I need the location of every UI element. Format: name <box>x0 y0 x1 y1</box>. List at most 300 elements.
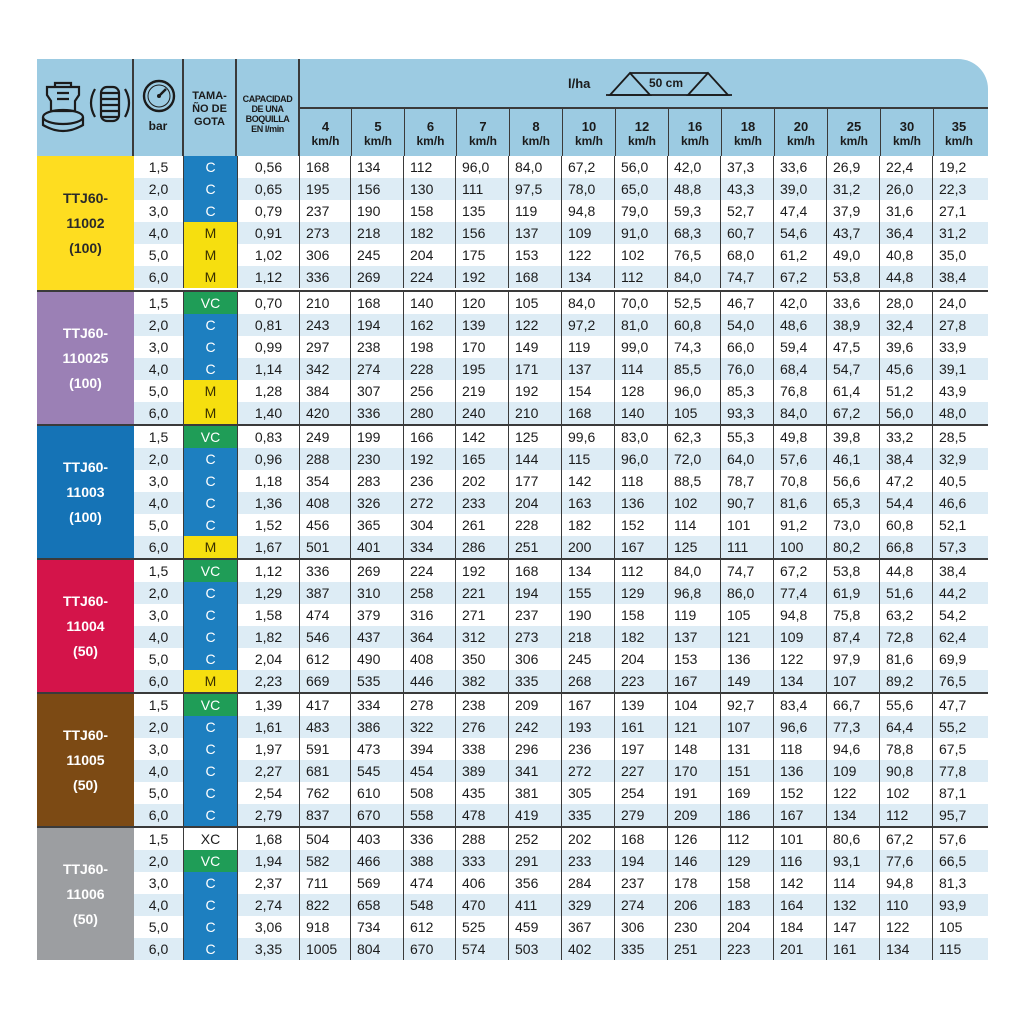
rate-cell: 249 <box>300 426 351 448</box>
rate-cell: 97,9 <box>827 648 880 670</box>
rate-cell: 490 <box>351 648 404 670</box>
rate-cell: 408 <box>404 648 456 670</box>
rate-cell: 272 <box>404 492 456 514</box>
rate-cell: 394 <box>404 738 456 760</box>
rate-cell: 228 <box>509 514 562 536</box>
rate-cell: 46,1 <box>827 448 880 470</box>
rate-cell: 109 <box>774 626 827 648</box>
table-row <box>134 178 988 200</box>
rate-cell: 177 <box>509 470 562 492</box>
rate-cell: 168 <box>300 156 351 178</box>
rate-cell: 168 <box>615 828 668 850</box>
rate-cell: 201 <box>774 938 827 960</box>
capacity-header <box>237 59 300 156</box>
rate-cell: 48,6 <box>774 314 827 336</box>
rate-cell: 153 <box>668 648 721 670</box>
rate-cell: 403 <box>351 828 404 850</box>
capacity-cell: 1,68 <box>237 828 300 850</box>
rate-cell: 304 <box>404 514 456 536</box>
rate-cell: 223 <box>615 670 668 692</box>
pressure-cell: 6,0 <box>134 536 184 558</box>
rate-cell: 47,5 <box>827 336 880 358</box>
nozzle-name2: 11004 <box>66 617 105 634</box>
rate-cell: 256 <box>404 380 456 402</box>
rate-cell: 236 <box>404 470 456 492</box>
rate-cell: 70,8 <box>774 470 827 492</box>
rate-cell: 45,6 <box>880 358 933 380</box>
capacity-line2: DE UNA <box>251 104 284 114</box>
rate-cell: 112 <box>721 828 774 850</box>
rate-cell: 140 <box>404 292 456 314</box>
rate-cell: 112 <box>880 804 933 826</box>
table-row <box>134 426 988 448</box>
rate-cell: 288 <box>456 828 509 850</box>
rate-cell: 251 <box>668 938 721 960</box>
speed-value: 6 <box>426 119 435 134</box>
rate-cell: 459 <box>509 916 562 938</box>
drop-size-cell: C <box>184 156 237 178</box>
capacity-cell: 2,54 <box>237 782 300 804</box>
rate-cell: 273 <box>300 222 351 244</box>
rate-cell: 454 <box>404 760 456 782</box>
rate-cell: 387 <box>300 582 351 604</box>
pressure-cell: 4,0 <box>134 492 184 514</box>
rate-cell: 192 <box>404 448 456 470</box>
speed-value: 5 <box>374 119 382 134</box>
rate-cell: 310 <box>351 582 404 604</box>
bar-label: bar <box>148 119 168 133</box>
nozzle-label <box>37 828 134 960</box>
speed-value: 8 <box>532 119 540 134</box>
speed-value: 12 <box>634 119 650 134</box>
rate-cell: 218 <box>351 222 404 244</box>
table-body <box>37 156 988 960</box>
rate-cell: 104 <box>668 694 721 716</box>
pressure-cell: 4,0 <box>134 626 184 648</box>
rate-cell: 38,9 <box>827 314 880 336</box>
rate-cell: 204 <box>404 244 456 266</box>
rate-cell: 111 <box>456 178 509 200</box>
speed-header <box>615 109 668 156</box>
rate-cell: 130 <box>404 178 456 200</box>
rate-cell: 122 <box>562 244 615 266</box>
capacity-cell: 2,79 <box>237 804 300 826</box>
table-row <box>134 222 988 244</box>
drop-size-cell: VC <box>184 694 237 716</box>
rate-cell: 411 <box>509 894 562 916</box>
rate-cell: 156 <box>456 222 509 244</box>
rate-cell: 268 <box>562 670 615 692</box>
rate-cell: 204 <box>721 916 774 938</box>
rate-cell: 131 <box>721 738 774 760</box>
rate-cell: 56,6 <box>827 470 880 492</box>
speed-unit: km/h <box>944 134 973 148</box>
rate-cell: 93,9 <box>939 897 967 913</box>
rate-cell: 474 <box>300 604 351 626</box>
capacity-cell: 2,74 <box>237 894 300 916</box>
table-row <box>134 582 988 604</box>
rate-cell: 51,2 <box>880 380 933 402</box>
nozzle-name1: TTJ60- <box>62 458 109 475</box>
rate-cell: 72,0 <box>668 448 721 470</box>
capacity-cell: 0,91 <box>237 222 300 244</box>
rate-cell: 437 <box>351 626 404 648</box>
rate-cell: 210 <box>300 292 351 314</box>
pressure-cell: 4,0 <box>134 760 184 782</box>
rate-cell: 417 <box>300 694 351 716</box>
rate-cell: 296 <box>509 738 562 760</box>
rate-cell: 191 <box>668 782 721 804</box>
rate-cell: 168 <box>509 560 562 582</box>
rate-cell: 77,8 <box>939 763 967 779</box>
capacity-cell: 0,83 <box>237 426 300 448</box>
speed-value: 16 <box>687 119 703 134</box>
rate-cell: 364 <box>404 626 456 648</box>
rate-cell: 194 <box>615 850 668 872</box>
rate-cell: 66,7 <box>827 694 880 716</box>
speed-unit: km/h <box>468 134 497 148</box>
rate-cell: 84,0 <box>668 560 721 582</box>
nozzle-group <box>37 826 988 960</box>
nozzle-name3: (100) <box>69 508 102 525</box>
rate-cell: 154 <box>562 380 615 402</box>
rate-cell: 681 <box>300 760 351 782</box>
rate-cell: 419 <box>509 804 562 826</box>
rate-cell: 109 <box>827 760 880 782</box>
rate-cell: 286 <box>456 536 509 558</box>
speed-unit: km/h <box>786 134 815 148</box>
rate-cell: 155 <box>562 582 615 604</box>
pressure-cell: 3,0 <box>134 336 184 358</box>
nozzle-name1: TTJ60- <box>62 189 109 206</box>
rate-cell: 66,0 <box>721 336 774 358</box>
rate-cell: 132 <box>827 894 880 916</box>
rate-cell: 525 <box>456 916 509 938</box>
rate-cell: 59,4 <box>774 336 827 358</box>
table-row <box>134 314 988 336</box>
rate-cell: 335 <box>562 804 615 826</box>
pressure-cell: 1,5 <box>134 156 184 178</box>
rate-cell: 149 <box>509 336 562 358</box>
rate-cell: 57,6 <box>774 448 827 470</box>
speed-unit: km/h <box>416 134 445 148</box>
rate-cell: 111 <box>721 536 774 558</box>
nozzle-name2: 11005 <box>66 751 105 768</box>
drop-size-cell: M <box>184 244 237 266</box>
rate-cell: 142 <box>562 470 615 492</box>
rate-cell: 175 <box>456 244 509 266</box>
capacity-cell: 2,27 <box>237 760 300 782</box>
pressure-cell: 1,5 <box>134 426 184 448</box>
rate-cell: 153 <box>509 244 562 266</box>
rate-cell: 32,4 <box>880 314 933 336</box>
rate-cell: 33,9 <box>939 339 967 355</box>
speed-header <box>562 109 615 156</box>
rate-cell: 52,7 <box>721 200 774 222</box>
pressure-cell: 1,5 <box>134 560 184 582</box>
rate-cell: 245 <box>351 244 404 266</box>
drop-size-cell: M <box>184 266 237 288</box>
speed-unit: km/h <box>680 134 709 148</box>
rate-cell: 61,4 <box>827 380 880 402</box>
rate-cell: 381 <box>509 782 562 804</box>
rate-cell: 166 <box>404 426 456 448</box>
rate-cell: 60,7 <box>721 222 774 244</box>
nozzle-icon <box>41 79 131 139</box>
drop-size-cell: C <box>184 938 237 960</box>
drop-size-cell: M <box>184 380 237 402</box>
rate-cell: 122 <box>774 648 827 670</box>
table-row <box>134 850 988 872</box>
rate-cell: 305 <box>562 782 615 804</box>
rate-cell: 93,3 <box>721 402 774 424</box>
rate-cell: 134 <box>774 670 827 692</box>
pressure-cell: 6,0 <box>134 804 184 826</box>
rate-cell: 278 <box>404 694 456 716</box>
rate-cell: 112 <box>615 266 668 288</box>
speed-value: 7 <box>479 119 487 134</box>
rate-cell: 68,3 <box>668 222 721 244</box>
rate-cell: 73,0 <box>827 514 880 536</box>
rate-cell: 119 <box>509 200 562 222</box>
rate-cell: 335 <box>615 938 668 960</box>
rate-cell: 312 <box>456 626 509 648</box>
spray-rate-table <box>37 59 988 960</box>
rate-cell: 336 <box>351 402 404 424</box>
rate-cell: 129 <box>721 850 774 872</box>
rate-cell: 336 <box>300 560 351 582</box>
rate-cell: 61,2 <box>774 244 827 266</box>
rate-cell: 43,9 <box>939 383 967 399</box>
rate-cell: 96,0 <box>668 380 721 402</box>
rate-cell: 47,2 <box>880 470 933 492</box>
nozzle-name3: (50) <box>73 910 98 927</box>
nozzle-icon-cell <box>37 59 134 156</box>
speed-header <box>668 109 721 156</box>
rate-cell: 85,5 <box>668 358 721 380</box>
rate-cell: 88,5 <box>668 470 721 492</box>
rate-cell: 112 <box>404 156 456 178</box>
rate-cell: 110 <box>880 894 933 916</box>
table-row <box>134 266 988 288</box>
rate-cell: 122 <box>509 314 562 336</box>
rate-cell: 119 <box>668 604 721 626</box>
rate-cell: 658 <box>351 894 404 916</box>
rate-cell: 55,6 <box>880 694 933 716</box>
capacity-cell: 0,56 <box>237 156 300 178</box>
rate-cell: 142 <box>456 426 509 448</box>
rate-cell: 89,2 <box>880 670 933 692</box>
rate-cell: 258 <box>404 582 456 604</box>
rate-cell: 129 <box>615 582 668 604</box>
rate-cell: 762 <box>300 782 351 804</box>
rate-cell: 280 <box>404 402 456 424</box>
rate-cell: 284 <box>562 872 615 894</box>
table-row <box>134 760 988 782</box>
rate-cell: 182 <box>404 222 456 244</box>
rate-cell: 66,8 <box>880 536 933 558</box>
rate-cell: 33,6 <box>774 156 827 178</box>
rate-cell: 408 <box>300 492 351 514</box>
rate-cell: 152 <box>774 782 827 804</box>
drop-size-cell: C <box>184 804 237 826</box>
rate-cell: 59,3 <box>668 200 721 222</box>
rate-cell: 121 <box>668 716 721 738</box>
drop-size-line3: GOTA <box>194 116 225 128</box>
rate-cell: 388 <box>404 850 456 872</box>
capacity-cell: 1,61 <box>237 716 300 738</box>
rate-cell: 126 <box>668 828 721 850</box>
rate-cell: 336 <box>404 828 456 850</box>
rate-cell: 80,6 <box>827 828 880 850</box>
rate-cell: 503 <box>509 938 562 960</box>
rate-cell: 224 <box>404 266 456 288</box>
rate-cell: 478 <box>456 804 509 826</box>
nozzle-group <box>37 692 988 826</box>
rate-cell: 77,6 <box>880 850 933 872</box>
rate-cell: 102 <box>668 492 721 514</box>
nozzle-name3: (100) <box>69 239 102 256</box>
pressure-cell: 6,0 <box>134 938 184 960</box>
rate-cell: 209 <box>509 694 562 716</box>
capacity-cell: 1,14 <box>237 358 300 380</box>
capacity-cell: 1,12 <box>237 560 300 582</box>
rate-cell: 114 <box>668 514 721 536</box>
capacity-line3: BOQUILLA <box>245 114 290 124</box>
rate-cell: 118 <box>774 738 827 760</box>
drop-size-cell: C <box>184 178 237 200</box>
pressure-cell: 3,0 <box>134 470 184 492</box>
rate-cell: 137 <box>509 222 562 244</box>
pressure-cell: 1,5 <box>134 694 184 716</box>
table-row <box>134 872 988 894</box>
rate-cell: 322 <box>404 716 456 738</box>
rate-cell: 46,6 <box>939 495 967 511</box>
rate-cell: 65,0 <box>615 178 668 200</box>
rate-cell: 167 <box>615 536 668 558</box>
rate-cell: 233 <box>562 850 615 872</box>
rate-cell: 224 <box>404 560 456 582</box>
table-row <box>134 514 988 536</box>
speed-value: 10 <box>581 119 597 134</box>
table-row <box>134 292 988 314</box>
rate-cell: 36,4 <box>880 222 933 244</box>
rate-cell: 43,3 <box>721 178 774 200</box>
rate-cell: 804 <box>351 938 404 960</box>
rate-cell: 66,5 <box>939 853 967 869</box>
rate-cell: 384 <box>300 380 351 402</box>
rate-cell: 68,4 <box>774 358 827 380</box>
pressure-cell: 2,0 <box>134 850 184 872</box>
drop-size-cell: VC <box>184 292 237 314</box>
rate-cell: 182 <box>615 626 668 648</box>
rate-cell: 37,3 <box>721 156 774 178</box>
pressure-cell: 3,0 <box>134 200 184 222</box>
rate-cell: 74,3 <box>668 336 721 358</box>
rate-cell: 84,0 <box>509 156 562 178</box>
rate-cell: 95,7 <box>939 807 967 823</box>
rate-cell: 612 <box>300 648 351 670</box>
rate-cell: 32,9 <box>939 451 967 467</box>
rate-cell: 474 <box>404 872 456 894</box>
pressure-cell: 5,0 <box>134 380 184 402</box>
pressure-cell: 2,0 <box>134 582 184 604</box>
rate-cell: 240 <box>456 402 509 424</box>
rate-cell: 158 <box>721 872 774 894</box>
rate-cell: 202 <box>562 828 615 850</box>
rate-cell: 334 <box>351 694 404 716</box>
rate-cell: 420 <box>300 402 351 424</box>
capacity-line4: EN l/min <box>251 124 284 134</box>
speed-header <box>880 109 933 156</box>
rate-cell: 97,2 <box>562 314 615 336</box>
rate-cell: 261 <box>456 514 509 536</box>
pressure-cell: 1,5 <box>134 292 184 314</box>
rate-cell: 33,6 <box>827 292 880 314</box>
rate-cell: 670 <box>404 938 456 960</box>
rate-cell: 152 <box>615 514 668 536</box>
rate-cell: 336 <box>300 266 351 288</box>
rate-cell: 69,9 <box>939 651 967 667</box>
rate-cell: 22,4 <box>880 156 933 178</box>
pressure-cell: 5,0 <box>134 782 184 804</box>
speed-header <box>774 109 827 156</box>
rate-cell: 38,4 <box>880 448 933 470</box>
table-row <box>134 336 988 358</box>
table-row <box>134 670 988 692</box>
pressure-cell: 3,0 <box>134 738 184 760</box>
rate-cell: 63,2 <box>880 604 933 626</box>
rate-cell: 734 <box>351 916 404 938</box>
table-row <box>134 156 988 178</box>
rate-cell: 168 <box>509 266 562 288</box>
rate-cell: 170 <box>456 336 509 358</box>
drop-size-line1: TAMA- <box>192 90 227 102</box>
nozzle-name1: TTJ60- <box>62 860 109 877</box>
rate-cell: 167 <box>562 694 615 716</box>
rate-cell: 35,0 <box>939 247 967 263</box>
rate-cell: 102 <box>615 244 668 266</box>
rate-cell: 274 <box>351 358 404 380</box>
speed-header <box>351 109 404 156</box>
drop-size-cell: C <box>184 738 237 760</box>
rate-cell: 54,6 <box>774 222 827 244</box>
rate-cell: 31,2 <box>939 225 967 241</box>
rate-cell: 44,8 <box>880 560 933 582</box>
rate-cell: 40,8 <box>880 244 933 266</box>
pressure-cell: 5,0 <box>134 648 184 670</box>
capacity-cell: 1,39 <box>237 694 300 716</box>
rate-cell: 97,5 <box>509 178 562 200</box>
rate-cell: 94,8 <box>880 872 933 894</box>
rate-cell: 105 <box>509 292 562 314</box>
drop-size-header <box>184 59 237 156</box>
speed-value: 25 <box>846 119 862 134</box>
rate-cell: 139 <box>456 314 509 336</box>
rate-cell: 167 <box>774 804 827 826</box>
rate-cell: 230 <box>351 448 404 470</box>
rate-cell: 193 <box>562 716 615 738</box>
rate-cell: 306 <box>300 244 351 266</box>
nozzle-label <box>37 694 134 826</box>
rate-cell: 218 <box>562 626 615 648</box>
speed-unit: km/h <box>627 134 656 148</box>
nozzle-group <box>37 558 988 692</box>
rate-cell: 386 <box>351 716 404 738</box>
rate-cell: 223 <box>721 938 774 960</box>
speed-header <box>300 109 351 156</box>
rate-cell: 43,7 <box>827 222 880 244</box>
